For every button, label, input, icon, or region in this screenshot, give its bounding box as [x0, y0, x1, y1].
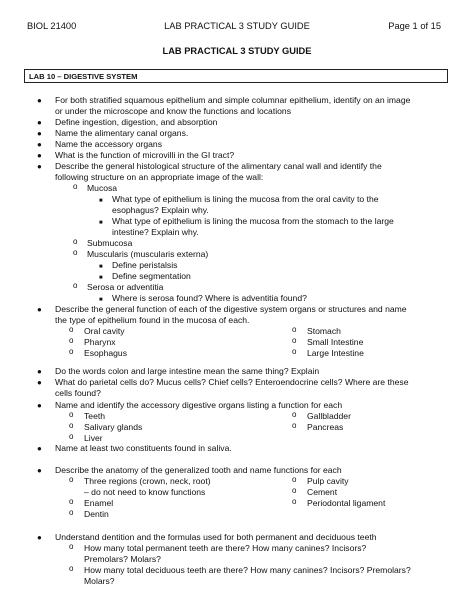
item-permanent-teeth: How many total permanent teeth are there? How many canines? Incisors? — [84, 543, 367, 553]
item-cement: Cement — [307, 487, 338, 497]
circle-glyph: o — [69, 410, 74, 419]
bullet-glyph: ● — [37, 140, 42, 149]
item-serosa-q: Where is serosa found? Where is adventitia found? — [112, 293, 307, 303]
circle-glyph: o — [69, 325, 74, 334]
circle-glyph: o — [292, 486, 297, 495]
square-glyph: ■ — [99, 198, 103, 204]
item-liver: Liver — [84, 433, 103, 443]
circle-glyph: o — [73, 182, 78, 191]
item-mucosa-q2-cont: intestine? Explain why. — [112, 227, 199, 237]
item-histology-cont: following structure on an appropriate image of the wall: — [55, 172, 264, 182]
item-organ-functions-cont: the type of epithelium found in the mucosa of each. — [55, 315, 250, 325]
item-colon: Do the words colon and large intestine mean the same thing? Explain — [55, 366, 320, 376]
circle-glyph: o — [69, 432, 74, 441]
course-code: BIOL 21400 — [27, 21, 77, 31]
circle-glyph: o — [69, 421, 74, 430]
bullet-glyph: ● — [37, 151, 42, 160]
item-three-regions-cont: – do not need to know functions — [84, 487, 206, 497]
item-esophagus: Esophagus — [84, 348, 128, 358]
item-teeth: Teeth — [84, 411, 106, 421]
item-large-intestine: Large Intestine — [307, 348, 364, 358]
bullet-glyph: ● — [37, 378, 42, 387]
page-number: Page 1 of 15 — [388, 21, 441, 31]
item-enamel: Enamel — [84, 498, 114, 508]
item-accessory-digestive: Name and identify the accessory digestive organs listing a function for each — [55, 400, 343, 410]
circle-glyph: o — [292, 410, 297, 419]
circle-glyph: o — [69, 564, 74, 573]
item-three-regions: Three regions (crown, neck, root) — [84, 476, 211, 486]
item-deciduous-teeth: How many total deciduous teeth are there? How many canines? Incisors? Premolars? — [84, 565, 411, 575]
circle-glyph: o — [69, 475, 74, 484]
item-muscularis: Muscularis (muscularis externa) — [87, 249, 209, 259]
item-gastric-cells-cont: cells found? — [55, 388, 101, 398]
square-glyph: ■ — [99, 297, 103, 303]
square-glyph: ■ — [99, 220, 103, 226]
circle-glyph: o — [292, 421, 297, 430]
item-pharynx: Pharynx — [84, 337, 116, 347]
bullet-glyph: ● — [37, 367, 42, 376]
circle-glyph: o — [292, 336, 297, 345]
item-define-digestion: Define ingestion, digestion, and absorption — [55, 117, 218, 127]
circle-glyph: o — [69, 347, 74, 356]
item-pancreas: Pancreas — [307, 422, 344, 432]
item-epithelium: For both stratified squamous epithelium and simple columnar epithelium, identify on an image — [55, 95, 411, 105]
item-small-intestine: Small Intestine — [307, 337, 364, 347]
item-saliva: Name at least two constituents found in saliva. — [55, 443, 232, 453]
circle-glyph: o — [292, 497, 297, 506]
item-submucosa: Submucosa — [87, 238, 133, 248]
lab-section-header — [24, 69, 448, 83]
item-deciduous-teeth-cont: Molars? — [84, 576, 115, 586]
circle-glyph: o — [69, 542, 74, 551]
item-histology: Describe the general histological structure of the alimentary canal wall and identify the — [55, 161, 382, 171]
bullet-glyph: ● — [37, 162, 42, 171]
bullet-glyph: ● — [37, 466, 42, 475]
document-title: LAB PRACTICAL 3 STUDY GUIDE — [162, 46, 312, 56]
bullet-glyph: ● — [37, 118, 42, 127]
item-tooth-anatomy: Describe the anatomy of the generalized tooth and name functions for each — [55, 465, 342, 475]
bullet-glyph: ● — [37, 401, 42, 410]
square-glyph: ■ — [99, 275, 103, 281]
item-salivary-glands: Salivary glands — [84, 422, 143, 432]
bullet-glyph: ● — [37, 96, 42, 105]
item-mucosa-q1: What type of epithelium is lining the mucosa from the oral cavity to the — [112, 194, 379, 204]
item-dentin: Dentin — [84, 509, 109, 519]
bullet-glyph: ● — [37, 444, 42, 453]
circle-glyph: o — [292, 325, 297, 334]
circle-glyph: o — [69, 497, 74, 506]
item-alimentary-organs: Name the alimentary canal organs. — [55, 128, 189, 138]
item-mucosa-q1-cont: esophagus? Explain why. — [112, 205, 209, 215]
item-mucosa-q2: What type of epithelium is lining the mucosa from the stomach to the large — [112, 216, 394, 226]
item-pulp-cavity: Pulp cavity — [307, 476, 349, 486]
item-microvilli: What is the function of microvilli in the GI tract? — [55, 150, 235, 160]
item-periodontal-ligament: Periodontal ligament — [307, 498, 386, 508]
bullet-glyph: ● — [37, 129, 42, 138]
item-gastric-cells: What do parietal cells do? Mucus cells? Chief cells? Enteroendocrine cells? Where are these — [55, 377, 409, 387]
item-dentition: Understand dentition and the formulas used for both permanent and deciduous teeth — [55, 532, 377, 542]
square-glyph: ■ — [99, 264, 103, 270]
circle-glyph: o — [69, 336, 74, 345]
item-peristalsis: Define peristalsis — [112, 260, 178, 270]
circle-glyph: o — [292, 347, 297, 356]
item-permanent-teeth-cont: Premolars? Molars? — [84, 554, 161, 564]
circle-glyph: o — [69, 508, 74, 517]
bullet-glyph: ● — [37, 533, 42, 542]
item-stomach: Stomach — [307, 326, 341, 336]
item-accessory-organs: Name the accessory organs — [55, 139, 162, 149]
item-organ-functions: Describe the general function of each of the digestive system organs or structures and name — [55, 304, 407, 314]
item-gallbladder: Gallbladder — [307, 411, 351, 421]
item-segmentation: Define segmentation — [112, 271, 191, 281]
item-mucosa: Mucosa — [87, 183, 118, 193]
circle-glyph: o — [73, 248, 78, 257]
circle-glyph: o — [73, 237, 78, 246]
item-oral-cavity: Oral cavity — [84, 326, 125, 336]
circle-glyph: o — [73, 281, 78, 290]
header-guide-title: LAB PRACTICAL 3 STUDY GUIDE — [164, 21, 310, 31]
circle-glyph: o — [292, 475, 297, 484]
item-epithelium-cont: or under the microscope and know the functions and locations — [55, 106, 291, 116]
item-serosa: Serosa or adventitia — [87, 282, 164, 292]
lab-section-label: LAB 10 – DIGESTIVE SYSTEM — [29, 72, 138, 81]
bullet-glyph: ● — [37, 305, 42, 314]
